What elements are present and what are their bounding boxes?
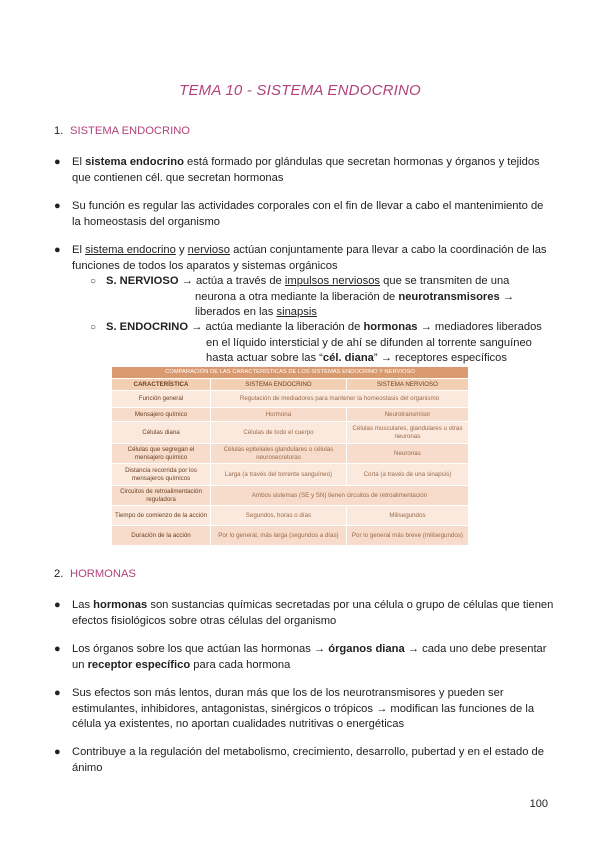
table-cell: Larga (a través del torrente sanguíneo) (211, 464, 347, 486)
table-caption: COMPARACIÓN DE LAS CARACTERÍSTICAS DE LOS SISTEMAS ENDOCRINO Y NERVIOSO (112, 367, 469, 379)
table-cell: Células de todo el cuerpo (211, 422, 347, 444)
table-row (112, 444, 469, 464)
table-cell: Distancia recorrida por los mensajeros químicos (112, 464, 211, 486)
table-row (112, 408, 469, 422)
table-row (112, 464, 469, 486)
sub-item-line: S. NERVIOSO → actúa a través de impulsos nerviosos que se transmiten de una (106, 275, 510, 287)
table-cell: Neuronas (346, 444, 468, 464)
bullet-text: Su función es regular las actividades corporales con el fin de llevar a cabo el mantenimiento de la homeostasis del organismo (72, 200, 544, 228)
table-cell: Duración de la acción (112, 526, 211, 546)
bullet-icon: ● (54, 200, 61, 212)
bullet-text: Contribuye a la regulación del metabolismo, crecimiento, desarrollo, pubertad y en el estado de ánimo (72, 746, 545, 774)
list-item (54, 745, 554, 776)
table-cell: Neurotransmisor (346, 408, 468, 422)
list-item (54, 199, 554, 230)
sub-item-line: S. ENDOCRINO → actúa mediante la liberación de hormonas → mediadores liberados (106, 321, 542, 333)
table-cell: Células que segregan el mensajero químico (112, 444, 211, 464)
list-item (54, 155, 554, 186)
table-cell: Células epiteliales glandulares o células neurosecretoras (211, 444, 347, 464)
section-heading-1 (54, 124, 190, 140)
table-row (112, 391, 469, 408)
bullet-icon: ● (54, 687, 61, 699)
sub-item-line: en el líquido intersticial y de ahí se difunden al torrente sanguíneo (206, 336, 532, 349)
table-cell: Ambos sistemas (SE y SN) tienen circuitos de retroalimentación (211, 486, 469, 506)
table-cell: Por lo general más breve (milisegundos) (346, 526, 468, 546)
section-number: 1. (54, 125, 64, 137)
sub-item-line: neurona a otra mediante la liberación de neurotransmisores → (195, 290, 515, 303)
table-cell: Corta (a través de una sinapsis) (346, 464, 468, 486)
list-item (54, 686, 554, 733)
bullet-text: Las hormonas son sustancias químicas secretadas por una célula o grupo de células que tienen efectos fisiológicos sobre otras células del organismo (72, 599, 554, 627)
table-cell: Milisegundos (346, 506, 468, 526)
sub-item-line: hasta actuar sobre las “cél. diana” → receptores específicos (206, 352, 507, 364)
bullet-text: Los órganos sobre los que actúan las hormonas → órganos diana → cada uno debe presentar un receptor específico para cada hormona (72, 643, 547, 671)
table-cell: Mensajero químico (112, 408, 211, 422)
table-cell: Circuitos de retroalimentación reguladora (112, 486, 211, 506)
table-header: SISTEMA ENDOCRINO (211, 379, 347, 391)
bullet-icon: ● (54, 643, 61, 655)
page-title: TEMA 10 - SISTEMA ENDOCRINO (179, 82, 421, 99)
table-row (112, 506, 469, 526)
table-cell: Regulación de mediadores para mantener la homeostasis del organismo (211, 391, 469, 408)
table-header: CARACTERÍSTICA (112, 379, 211, 391)
list-item (54, 243, 554, 274)
bullet-text: El sistema endocrino y nervioso actúan conjuntamente para llevar a cabo la coordinación de las funciones de todos los aparatos y sistemas orgánicos (72, 244, 547, 272)
page-number: 100 (529, 798, 548, 810)
sub-item-line: liberados en las sinapsis (195, 306, 317, 318)
section-number: 2. (54, 568, 64, 580)
table-cell: Células musculares, glandulares u otras neuronas (346, 422, 468, 444)
list-item (54, 598, 554, 629)
table-cell: Segundos, horas o días (211, 506, 347, 526)
table-cell: Células diana (112, 422, 211, 444)
table-cell: Función general (112, 391, 211, 408)
bullet-icon: ● (54, 156, 61, 168)
table-cell: Hormona (211, 408, 347, 422)
section-label: HORMONAS (70, 568, 136, 580)
comparison-table (111, 366, 469, 546)
table-row (112, 486, 469, 506)
bullet-text: Sus efectos son más lentos, duran más que los de los neurotransmisores y pueden ser estimulantes, inhibidores, antagonistas, sinérgicos o trópicos → modifican las funciones de la célula ya existentes, no aportan cualidades nutritivas o energéticas (72, 687, 535, 730)
table-header: SISTEMA NERVIOSO (346, 379, 468, 391)
table-cell: Tiempo de comienzo de la acción (112, 506, 211, 526)
circle-bullet-icon: ○ (90, 322, 97, 333)
circle-bullet-icon: ○ (90, 276, 97, 287)
table-row (112, 422, 469, 444)
list-item (54, 642, 554, 673)
section-label: SISTEMA ENDOCRINO (70, 125, 190, 137)
bullet-icon: ● (54, 746, 61, 758)
bullet-icon: ● (54, 599, 61, 611)
bullet-text: El sistema endocrino está formado por glándulas que secretan hormonas y órganos y tejidos que contienen cél. que secretan hormonas (72, 156, 540, 184)
bullet-icon: ● (54, 244, 61, 256)
table-cell: Por lo general, más larga (segundos a días) (211, 526, 347, 546)
table-row (112, 526, 469, 546)
section-heading-2 (54, 567, 136, 583)
